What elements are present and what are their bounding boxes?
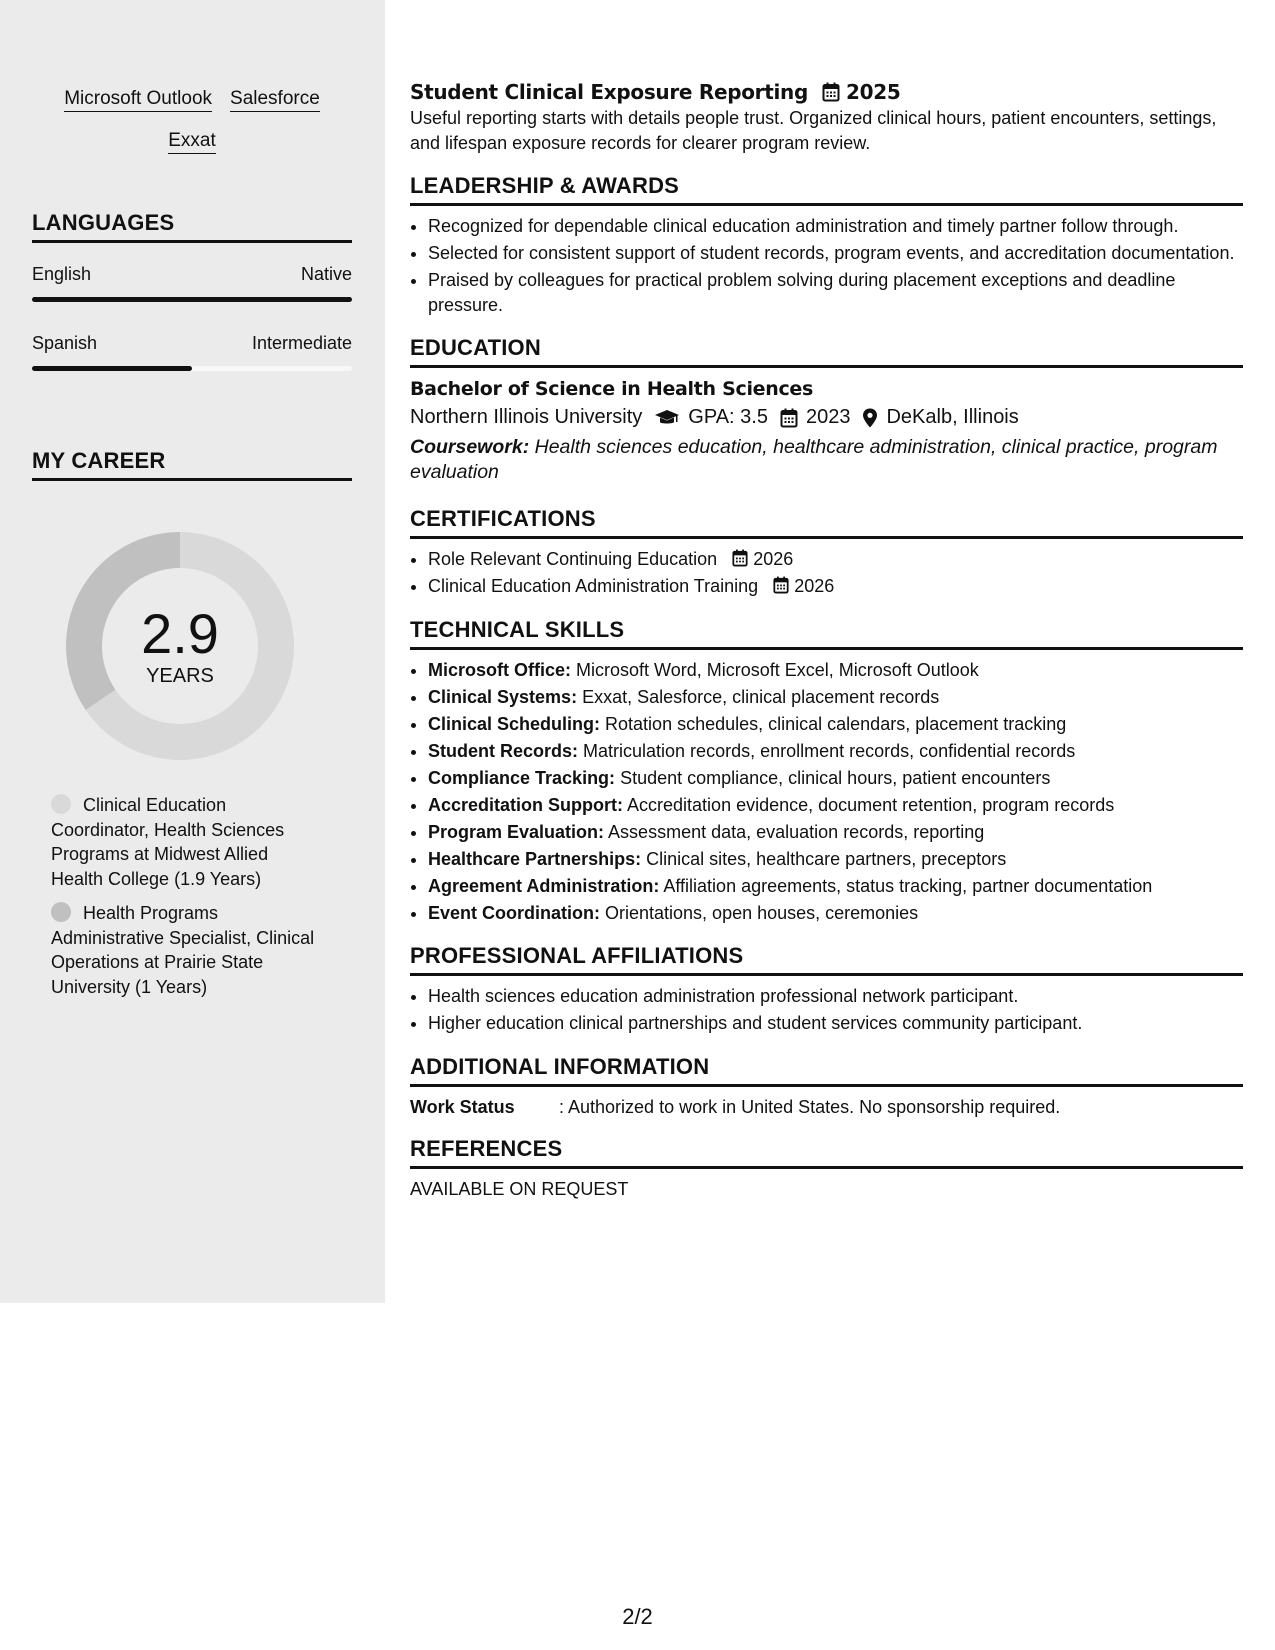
skill-label: Event Coordination: — [428, 902, 600, 923]
certification-name: Role Relevant Continuing Education — [428, 549, 718, 569]
legend-dot — [51, 902, 71, 922]
coursework — [410, 435, 1243, 484]
skill-label: Microsoft Office: — [428, 659, 572, 680]
career-total — [66, 532, 294, 760]
leadership-list — [410, 214, 1243, 317]
education-heading: EDUCATION — [410, 335, 1243, 368]
career-total-value: 2.9 — [141, 602, 219, 665]
list-item — [428, 901, 1243, 926]
certification-year: 2026 — [753, 549, 794, 569]
skill-label: Clinical Systems: — [428, 686, 578, 707]
list-item — [428, 739, 1243, 764]
project-description: Useful reporting starts with details people trust. Organized clinical hours, patient encounters, settings, and lifespan exposure records for clearer program review. — [410, 108, 1217, 153]
list-item: • Higher education clinical partnerships and student services community participant. — [428, 1011, 1243, 1036]
skill-value: Exxat, Salesforce, clinical placement records — [577, 686, 940, 707]
graduation-cap-icon — [654, 409, 680, 427]
certifications-heading: CERTIFICATIONS — [410, 506, 1243, 539]
affiliations-heading: PROFESSIONAL AFFILIATIONS — [410, 943, 1243, 976]
list-item — [428, 820, 1243, 845]
list-item: • Recognized for dependable clinical education administration and timely partner follow through. — [428, 214, 1243, 239]
calendar-icon — [732, 549, 748, 567]
language-name: Spanish — [32, 333, 98, 353]
sidebar — [0, 0, 385, 1303]
main-content — [410, 80, 1243, 1200]
skill-value: Accreditation evidence, document retention, program records — [623, 794, 1115, 815]
skill-value: Orientations, open houses, ceremonies — [600, 902, 919, 923]
list-item: • Praised by colleagues for practical problem solving during placement exceptions and deadline pressure. — [428, 268, 1243, 317]
skill-value: Student compliance, clinical hours, patient encounters — [615, 767, 1051, 788]
calendar-icon — [773, 576, 789, 594]
project-title: Student Clinical Exposure Reporting — [410, 80, 809, 104]
calendar-icon — [780, 408, 798, 428]
list-item — [428, 793, 1243, 818]
skill-value: Clinical sites, healthcare partners, preceptors — [641, 848, 1007, 869]
language-name: English — [32, 264, 92, 284]
graduation-year: 2023 — [805, 406, 851, 428]
career-item-text: Clinical Education Coordinator, Health Sciences Programs at Midwest Allied Health College (1.9 Years) — [51, 795, 285, 889]
list-item — [428, 874, 1243, 899]
school-name: Northern Illinois University — [410, 406, 643, 428]
affiliations-list — [410, 984, 1243, 1036]
skill-value: Matriculation records, enrollment records, confidential records — [578, 740, 1076, 761]
skill-label: Agreement Administration: — [428, 875, 660, 896]
list-item: • Health sciences education administration professional network participant. — [428, 984, 1243, 1009]
list-item — [428, 847, 1243, 872]
project-year: 2025 — [846, 80, 901, 104]
career-heading: MY CAREER — [32, 448, 352, 481]
career-item-text: Health Programs Administrative Specialist, Clinical Operations at Prairie State University (1 Years) — [51, 903, 315, 997]
skill-label: Compliance Tracking: — [428, 767, 616, 788]
work-status-label: Work Status — [410, 1096, 515, 1117]
skill-value: Assessment data, evaluation records, reporting — [604, 821, 985, 842]
skills-list — [410, 658, 1243, 926]
career-item — [51, 901, 321, 999]
list-item — [428, 685, 1243, 710]
additional-info-heading: ADDITIONAL INFORMATION — [410, 1054, 1243, 1087]
skill-tag[interactable]: Microsoft Outlook — [64, 88, 212, 112]
project-title-row — [410, 80, 1243, 104]
map-pin-icon — [862, 408, 878, 428]
career-list — [51, 793, 321, 1009]
career-total-unit: YEARS — [146, 665, 214, 687]
degree-title: Bachelor of Science in Health Sciences — [410, 378, 814, 400]
leadership-heading: LEADERSHIP & AWARDS — [410, 173, 1243, 206]
skill-value: Affiliation agreements, status tracking, partner documentation — [659, 875, 1153, 896]
skill-label: Accreditation Support: — [428, 794, 624, 815]
career-item — [51, 793, 321, 891]
references-heading: REFERENCES — [410, 1136, 1243, 1169]
certifications-list — [410, 547, 1243, 599]
skill-value: Microsoft Word, Microsoft Excel, Microsoft Outlook — [571, 659, 979, 680]
language-level: Intermediate — [251, 333, 352, 353]
language-item — [32, 333, 352, 371]
skills-heading: TECHNICAL SKILLS — [410, 617, 1243, 650]
skill-label: Program Evaluation: — [428, 821, 605, 842]
list-item — [428, 658, 1243, 683]
skill-label: Healthcare Partnerships: — [428, 848, 642, 869]
list-item — [428, 712, 1243, 737]
gpa: GPA: 3.5 — [688, 406, 768, 428]
list-item — [428, 547, 1243, 572]
language-item — [32, 264, 352, 302]
calendar-icon — [822, 82, 840, 102]
language-bar-fill — [32, 366, 192, 371]
school-location: DeKalb, Illinois — [886, 406, 1019, 428]
work-status-row — [410, 1097, 1243, 1118]
skill-label: Student Records: — [428, 740, 579, 761]
language-bar-fill — [32, 297, 352, 302]
skill-tags — [32, 88, 352, 172]
skill-tag[interactable]: Exxat — [168, 130, 216, 154]
legend-dot — [51, 794, 71, 814]
certification-year: 2026 — [794, 576, 835, 596]
references-text: AVAILABLE ON REQUEST — [410, 1178, 629, 1199]
coursework-label: Coursework: — [410, 436, 530, 458]
education-meta — [410, 406, 1243, 429]
list-item — [428, 574, 1243, 599]
list-item: • Selected for consistent support of student records, program events, and accreditation documentation. — [428, 241, 1243, 266]
list-item — [428, 766, 1243, 791]
languages-heading: LANGUAGES — [32, 210, 352, 243]
skill-label: Clinical Scheduling: — [428, 713, 601, 734]
language-level: Native — [300, 264, 352, 284]
skill-tag[interactable]: Salesforce — [230, 88, 320, 112]
skill-value: Rotation schedules, clinical calendars, placement tracking — [600, 713, 1067, 734]
work-status-value: : Authorized to work in United States. No sponsorship required. — [559, 1096, 1061, 1117]
certification-name: Clinical Education Administration Training — [428, 576, 759, 596]
language-bar — [32, 366, 352, 371]
page-number: 2/2 — [622, 1604, 653, 1629]
coursework-text: Health sciences education, healthcare administration, clinical practice, program evaluation — [410, 436, 1218, 483]
language-bar — [32, 297, 352, 302]
